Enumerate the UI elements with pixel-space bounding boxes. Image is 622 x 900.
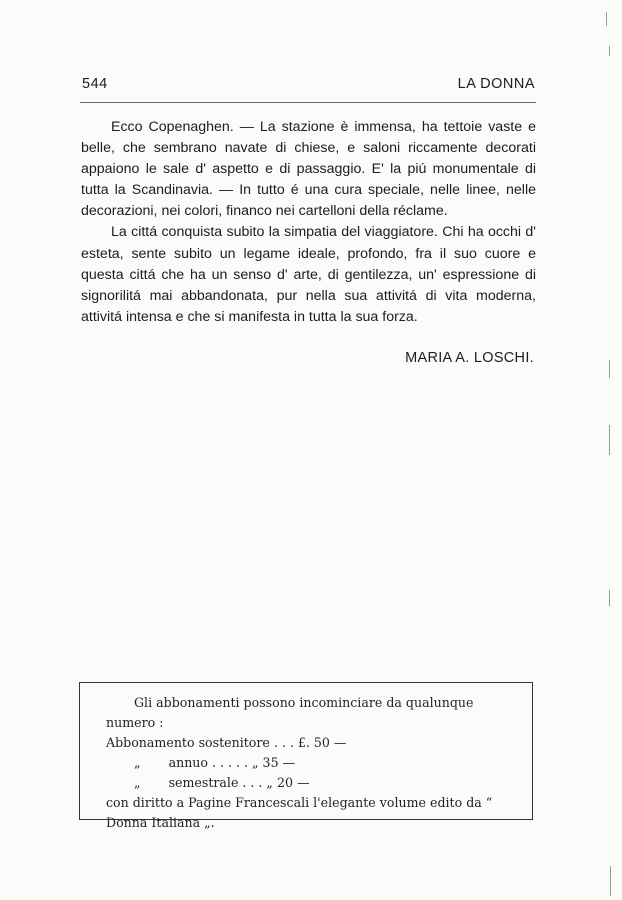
subscription-box	[79, 682, 533, 830]
header-rule	[80, 102, 536, 103]
subscription-row-annual: „ annuo . . . . . „ 35 —	[106, 755, 296, 770]
author-signature: MARIA A. LOSCHI.	[405, 350, 534, 366]
article-body	[81, 117, 536, 328]
scan-mark	[609, 425, 610, 455]
subscription-closing: con diritto a Pagine Francescali l'elegante volume edito da “ Donna Italiana „.	[106, 795, 493, 830]
subscription-intro: Gli abbonamenti possono incominciare da qualunque numero :	[106, 695, 474, 730]
scan-mark	[609, 46, 610, 56]
scan-mark	[610, 866, 611, 896]
running-title: LA DONNA	[457, 76, 535, 92]
scan-mark	[609, 590, 610, 606]
article-paragraph-1: Ecco Copenaghen. — La stazione è immensa, ha tettoie vaste e belle, che sembrano navate di chiese, e saloni riccamente decorati appaiono le sale d' aspetto e di passaggio. E' la piú monumentale di tutta la Scandinavia. — In tutto é una cura speciale, nelle linee, nelle decorazioni, nei colori, financo nei cartelloni della réclame.	[81, 119, 536, 220]
page-number: 544	[82, 76, 108, 92]
scan-mark	[609, 360, 610, 378]
subscription-row-supporter: Abbonamento sostenitore . . . £. 50 —	[106, 735, 347, 750]
scan-mark	[606, 12, 607, 26]
article-paragraph-2: La cittá conquista subito la simpatia del viaggiatore. Chi ha occhi d' esteta, sente subito un legame ideale, profondo, fra il suo cuore e questa cittá che ha un senso d' arte, di gentilezza, un' espressione di signorilitá mai abbandonata, pur nella sua attivitá di vita moderna, attivitá intensa e che si manifesta in tutta la sua forza.	[81, 224, 536, 325]
subscription-row-semester: „ semestrale . . . „ 20 —	[106, 775, 310, 790]
